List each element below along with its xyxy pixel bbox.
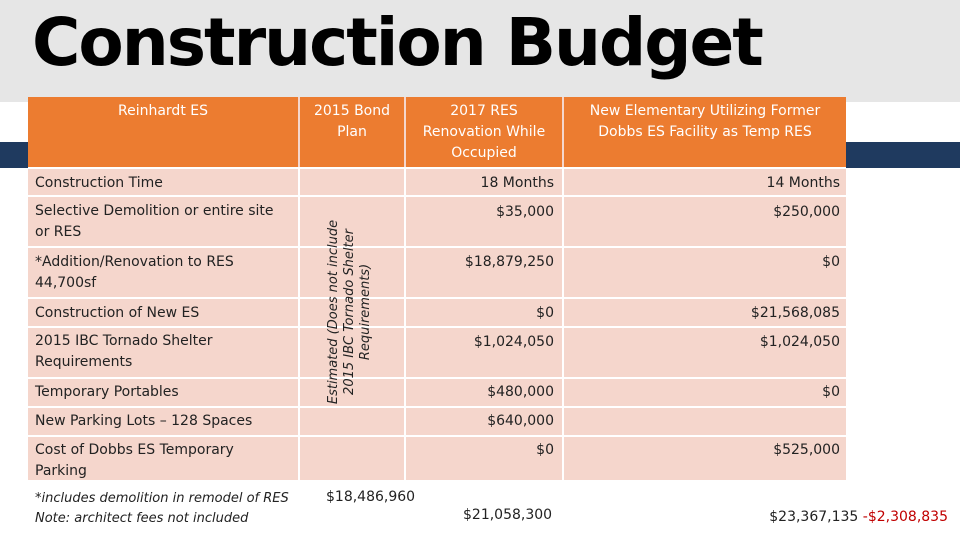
new-elementary-value: $1,024,050: [759, 334, 840, 350]
footnote-architect: Note: architect fees not included: [35, 511, 249, 526]
column-divider: [404, 167, 406, 480]
row-divider: [28, 195, 846, 197]
total-difference: -$2,308,835: [862, 509, 948, 525]
column-divider: [298, 167, 300, 480]
new-elementary-value: $0: [822, 384, 840, 400]
header-new-elementary: [564, 97, 846, 167]
renovation-value: $35,000: [496, 204, 554, 220]
header-reno-line: 2017 RES: [450, 103, 518, 119]
new-elementary-value: $250,000: [773, 204, 840, 220]
row-divider: [28, 377, 846, 379]
row-label: Cost of Dobbs ES Temporary Parking: [35, 442, 234, 479]
row-label: Selective Demolition or entire site or RES: [35, 203, 274, 240]
renovation-value: $0: [536, 442, 554, 458]
total-bond-plan: $18,486,960: [326, 489, 416, 505]
estimate-note-line: Requirements): [358, 263, 373, 361]
new-elementary-value: $525,000: [773, 442, 840, 458]
renovation-value: $640,000: [487, 413, 554, 429]
renovation-value: $1,024,050: [473, 334, 554, 350]
row-divider: [28, 246, 846, 248]
total-new-elementary: [769, 509, 948, 525]
row-label: Temporary Portables: [35, 384, 179, 400]
header-reno-line: Occupied: [451, 145, 517, 161]
row-divider: [28, 167, 846, 169]
header-new-line: New Elementary Utilizing Former: [589, 103, 821, 119]
estimate-note-line: Estimated (Does not include: [326, 219, 341, 405]
renovation-value: 18 Months: [480, 175, 554, 191]
footnote-demolition: *includes demolition in remodel of RES: [35, 491, 289, 506]
row-label: New Parking Lots – 128 Spaces: [35, 413, 253, 429]
header-bond-line: 2015 Bond: [313, 103, 390, 119]
total-renovation: $21,058,300: [463, 507, 553, 523]
new-elementary-value: $0: [822, 254, 840, 270]
header-item-label: Reinhardt ES: [118, 103, 208, 119]
row-divider: [28, 326, 846, 328]
row-label: Construction of New ES: [35, 305, 200, 321]
header-new-line: Dobbs ES Facility as Temp RES: [598, 124, 812, 140]
row-divider: [28, 406, 846, 408]
estimate-note-line: 2015 IBC Tornado Shelter: [342, 229, 357, 395]
header-renovation: [406, 97, 562, 167]
header-reno-line: Renovation While: [422, 124, 546, 140]
renovation-value: $0: [536, 305, 554, 321]
row-divider: [28, 297, 846, 299]
column-divider: [562, 167, 564, 480]
page-title: Construction Budget: [32, 4, 762, 81]
new-elementary-value: 14 Months: [766, 175, 840, 191]
header-item: [28, 97, 298, 167]
renovation-value: $480,000: [487, 384, 554, 400]
header-bond-line: Plan: [337, 124, 367, 140]
row-label: 2015 IBC Tornado Shelter Requirements: [35, 333, 213, 370]
row-label: Construction Time: [35, 175, 163, 191]
total-new-elementary-value: $23,367,135: [769, 509, 859, 525]
row-divider: [28, 435, 846, 437]
new-elementary-value: $21,568,085: [750, 305, 840, 321]
estimate-note: [326, 200, 386, 424]
header-bond-plan: [300, 97, 404, 167]
renovation-value: $18,879,250: [464, 254, 554, 270]
row-label: *Addition/Renovation to RES 44,700sf: [35, 254, 234, 291]
